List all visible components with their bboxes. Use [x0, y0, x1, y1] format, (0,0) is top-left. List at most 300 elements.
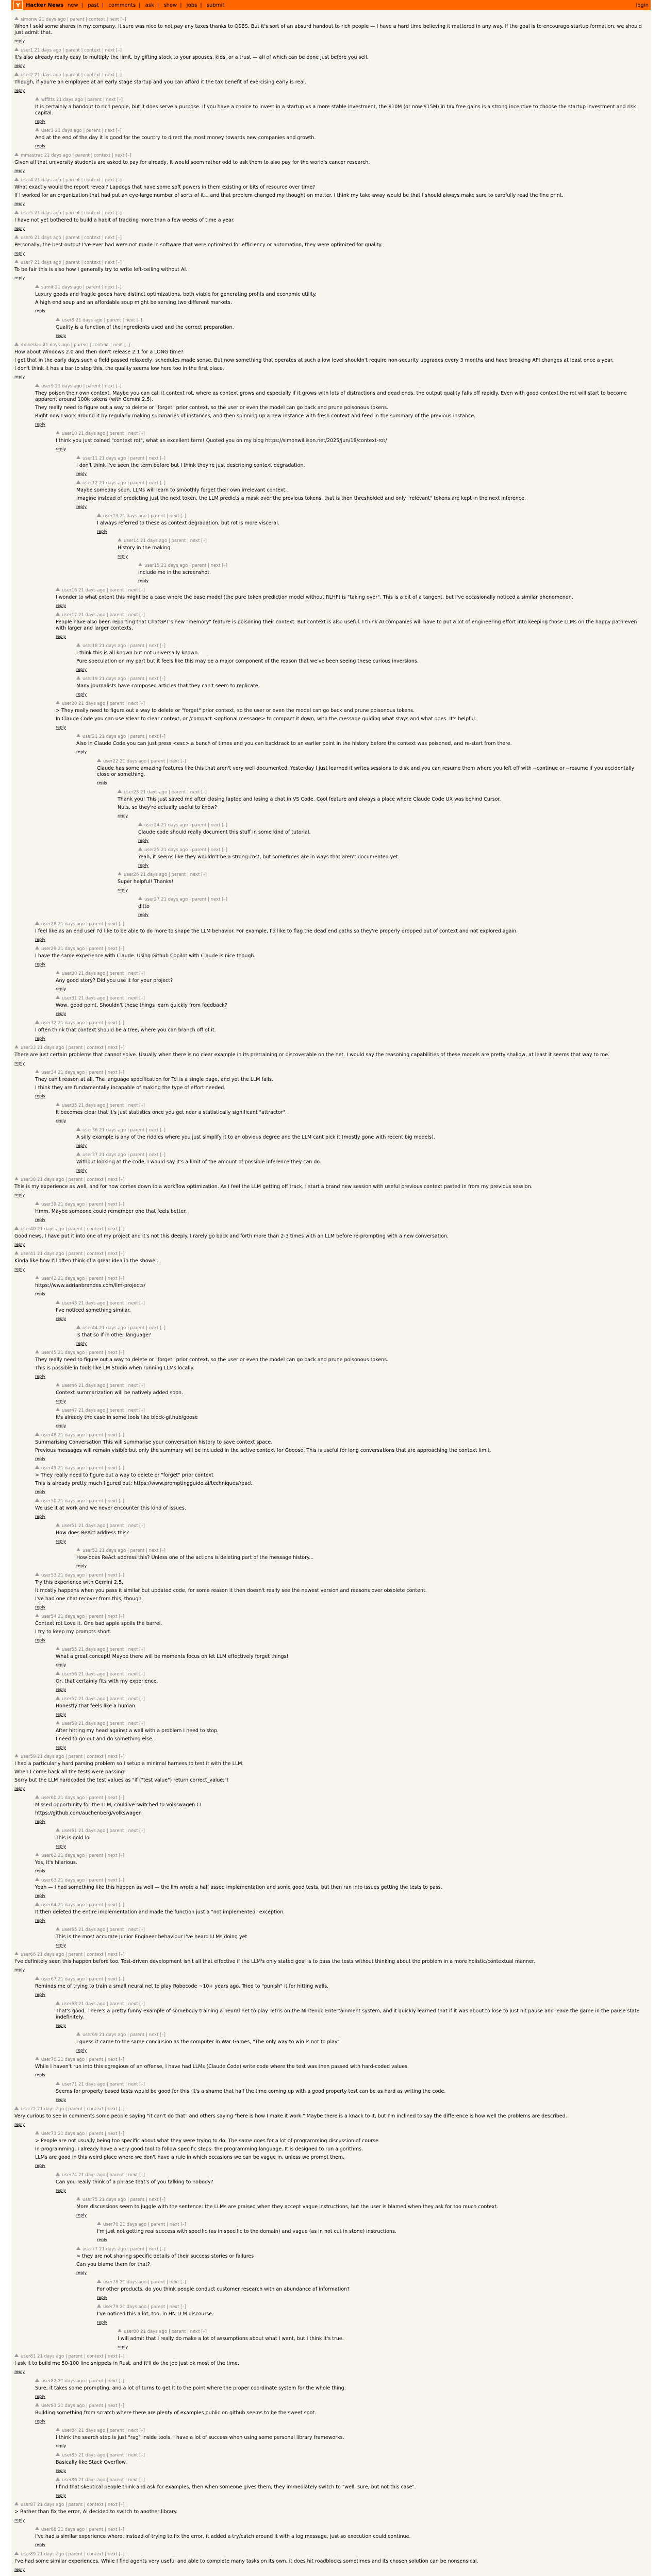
upvote-icon[interactable] — [97, 2304, 101, 2308]
upvote-icon[interactable] — [56, 2001, 60, 2005]
upvote-icon[interactable] — [14, 1952, 19, 1955]
upvote-icon[interactable] — [35, 284, 39, 288]
upvote-icon[interactable] — [76, 480, 80, 484]
comment-age[interactable]: 21 days ago — [58, 1614, 85, 1619]
comment-user[interactable]: user52 — [82, 1548, 98, 1553]
comment-nav-links[interactable]: parent | context | next [–] — [68, 2552, 125, 2557]
reply-link[interactable]: reply — [14, 1061, 25, 1065]
reply-link[interactable]: reply — [56, 1011, 67, 1016]
upvote-icon[interactable] — [118, 2329, 122, 2332]
comment-user[interactable]: user5 — [21, 211, 33, 216]
reply-link[interactable]: reply — [14, 2518, 25, 2522]
reply-link[interactable]: reply — [35, 1514, 46, 1519]
nav-new[interactable]: new — [67, 2, 78, 8]
comment-age[interactable]: 21 days ago — [161, 823, 188, 828]
reply-link[interactable]: reply — [118, 814, 128, 818]
comment-age[interactable]: 21 days ago — [37, 1952, 64, 1957]
comment-user[interactable]: user12 — [82, 481, 98, 486]
comment-user[interactable]: user55 — [62, 1647, 77, 1652]
comment-age[interactable]: 21 days ago — [58, 1070, 85, 1075]
comment-user[interactable]: user37 — [82, 1153, 98, 1158]
comment-user[interactable]: user68 — [62, 2002, 77, 2007]
upvote-icon[interactable] — [14, 16, 19, 20]
comment-nav-links[interactable]: parent | next [–] — [130, 643, 166, 649]
upvote-icon[interactable] — [97, 513, 101, 517]
comment-user[interactable]: user8 — [62, 318, 74, 323]
comment-age[interactable]: 21 days ago — [37, 1177, 64, 1182]
comment-age[interactable]: 21 days ago — [58, 922, 85, 927]
comment-age[interactable]: 21 days ago — [99, 1153, 126, 1158]
upvote-icon[interactable] — [138, 847, 142, 851]
comment-age[interactable]: 21 days ago — [56, 97, 84, 103]
comment-user[interactable]: user29 — [41, 946, 57, 952]
comment-age[interactable]: 21 days ago — [161, 848, 188, 853]
comment-user[interactable]: user89 — [21, 2552, 36, 2557]
upvote-icon[interactable] — [76, 2246, 80, 2250]
comment-nav-links[interactable]: parent | next [–] — [109, 1672, 145, 1677]
nav-comments[interactable]: comments — [108, 2, 136, 8]
upvote-icon[interactable] — [76, 1127, 80, 1131]
comment-nav-links[interactable]: parent | next [–] — [109, 971, 145, 976]
upvote-icon[interactable] — [76, 676, 80, 680]
reply-link[interactable]: reply — [35, 1918, 46, 1923]
comment-nav-links[interactable]: parent | next [–] — [130, 2197, 166, 2202]
comment-user[interactable]: user77 — [82, 2247, 98, 2252]
comment-nav-links[interactable]: parent | next [–] — [86, 384, 122, 389]
comment-age[interactable]: 21 days ago — [78, 1721, 106, 1726]
reply-link[interactable]: reply — [35, 962, 46, 967]
comment-user[interactable]: user15 — [144, 563, 160, 568]
reply-link[interactable]: reply — [56, 1844, 67, 1849]
comment-nav-links[interactable]: parent | next [–] — [109, 2082, 145, 2087]
comment-age[interactable]: 21 days ago — [37, 2502, 64, 2507]
hn-logo-icon[interactable]: Y — [13, 1, 23, 10]
comment-age[interactable]: 21 days ago — [58, 1977, 85, 1982]
comment-age[interactable]: 21 days ago — [99, 643, 126, 649]
upvote-icon[interactable] — [14, 1045, 19, 1048]
upvote-icon[interactable] — [35, 1976, 39, 1980]
comment-user[interactable]: user61 — [62, 1828, 77, 1834]
reply-link[interactable]: reply — [35, 1605, 46, 1609]
comment-user[interactable]: user51 — [62, 1523, 77, 1529]
comment-nav-links[interactable]: parent | next [–] — [109, 613, 145, 618]
upvote-icon[interactable] — [14, 2502, 19, 2505]
reply-link[interactable]: reply — [56, 2493, 67, 2498]
comment-nav-links[interactable]: parent | next [–] — [87, 97, 123, 103]
comment-age[interactable]: 21 days ago — [99, 1128, 126, 1133]
comment-age[interactable]: 21 days ago — [99, 456, 126, 461]
comment-age[interactable]: 21 days ago — [58, 946, 85, 952]
reply-link[interactable]: reply — [56, 1423, 67, 1428]
upvote-icon[interactable] — [56, 971, 60, 974]
reply-link[interactable]: reply — [14, 1242, 25, 1247]
reply-link[interactable]: reply — [138, 579, 149, 583]
comment-age[interactable]: 21 days ago — [58, 1903, 85, 1908]
upvote-icon[interactable] — [14, 72, 19, 76]
reply-link[interactable]: reply — [97, 2238, 108, 2242]
comment-age[interactable]: 21 days ago — [58, 1878, 85, 1883]
upvote-icon[interactable] — [35, 1795, 39, 1799]
comment-age[interactable]: 21 days ago — [55, 285, 82, 290]
upvote-icon[interactable] — [14, 2106, 19, 2110]
upvote-icon[interactable] — [97, 758, 101, 762]
comment-nav-links[interactable]: parent | next [–] — [89, 1614, 124, 1619]
comment-user[interactable]: user82 — [41, 2379, 57, 2384]
comment-age[interactable]: 21 days ago — [42, 343, 70, 348]
comment-nav-links[interactable]: parent | next [–] — [151, 2222, 186, 2227]
comment-user[interactable]: user3 — [41, 128, 54, 133]
comment-age[interactable]: 21 days ago — [39, 17, 66, 22]
comment-user[interactable]: user40 — [21, 1227, 36, 1232]
upvote-icon[interactable] — [97, 2279, 101, 2283]
upvote-icon[interactable] — [35, 128, 39, 131]
comment-age[interactable]: 21 days ago — [78, 1828, 106, 1834]
comment-user[interactable]: user25 — [144, 848, 160, 853]
reply-link[interactable]: reply — [35, 422, 46, 427]
upvote-icon[interactable] — [35, 2378, 39, 2382]
upvote-icon[interactable] — [35, 1614, 39, 1617]
reply-link[interactable]: reply — [35, 1992, 46, 1997]
comment-nav-links[interactable]: parent | next [–] — [130, 1548, 166, 1553]
comment-nav-links[interactable]: parent | next [–] — [89, 946, 124, 952]
comment-nav-links[interactable]: parent | next [–] — [89, 2131, 124, 2137]
reply-link[interactable]: reply — [56, 987, 67, 991]
comment-user[interactable]: user58 — [62, 1721, 77, 1726]
nav-jobs[interactable]: jobs — [186, 2, 197, 8]
comment-age[interactable]: 21 days ago — [34, 48, 61, 53]
upvote-icon[interactable] — [35, 1572, 39, 1576]
comment-user[interactable]: user62 — [41, 1853, 57, 1858]
comment-nav-links[interactable]: parent | next [–] — [86, 285, 122, 290]
comment-user[interactable]: user59 — [21, 1754, 36, 1759]
comment-user[interactable]: user43 — [62, 1301, 77, 1306]
reply-link[interactable]: reply — [97, 2320, 108, 2325]
comment-nav-links[interactable]: parent | next [–] — [130, 456, 166, 461]
comment-age[interactable]: 21 days ago — [55, 128, 82, 133]
comment-user[interactable]: user2 — [21, 73, 33, 78]
reply-link[interactable]: reply — [35, 1217, 46, 1222]
comment-age[interactable]: 21 days ago — [99, 1548, 126, 1553]
upvote-icon[interactable] — [14, 2551, 19, 2555]
comment-nav-links[interactable]: parent | context | next [–] — [68, 1177, 125, 1182]
upvote-icon[interactable] — [138, 563, 142, 566]
comment-user[interactable]: user31 — [62, 996, 77, 1001]
reply-link[interactable]: reply — [138, 912, 149, 917]
comment-nav-links[interactable]: parent | next [–] — [89, 1070, 124, 1075]
reply-link[interactable]: reply — [35, 1869, 46, 1873]
reply-link[interactable]: reply — [76, 504, 87, 509]
comment-nav-links[interactable]: parent | context | next [–] — [74, 343, 130, 348]
upvote-icon[interactable] — [76, 643, 80, 647]
comment-nav-links[interactable]: parent | next [–] — [130, 481, 166, 486]
comment-nav-links[interactable]: parent | next [–] — [109, 2453, 145, 2458]
comment-nav-links[interactable]: parent | context | next [–] — [68, 2502, 125, 2507]
upvote-icon[interactable] — [76, 1548, 80, 1551]
reply-link[interactable]: reply — [35, 144, 46, 148]
comment-user[interactable]: user38 — [21, 1177, 36, 1182]
site-title[interactable]: Hacker News — [26, 2, 63, 8]
upvote-icon[interactable] — [35, 2527, 39, 2530]
comment-age[interactable]: 21 days ago — [37, 1251, 64, 1257]
comment-age[interactable]: 21 days ago — [99, 2032, 126, 2038]
upvote-icon[interactable] — [56, 1103, 60, 1106]
reply-link[interactable]: reply — [56, 1539, 67, 1544]
reply-link[interactable]: reply — [118, 554, 128, 558]
upvote-icon[interactable] — [56, 1408, 60, 1411]
comment-nav-links[interactable]: parent | next [–] — [109, 1103, 145, 1108]
comment-age[interactable]: 21 days ago — [34, 260, 61, 265]
upvote-icon[interactable] — [118, 538, 122, 541]
comment-age[interactable]: 21 days ago — [120, 2280, 147, 2285]
reply-link[interactable]: reply — [14, 1786, 25, 1791]
comment-user[interactable]: user50 — [41, 1499, 57, 1504]
comment-nav-links[interactable]: parent | context | next [–] — [65, 48, 122, 53]
comment-age[interactable]: 21 days ago — [75, 318, 103, 323]
upvote-icon[interactable] — [14, 1177, 19, 1180]
upvote-icon[interactable] — [35, 1020, 39, 1024]
reply-link[interactable]: reply — [14, 168, 25, 173]
reply-link[interactable]: reply — [14, 39, 25, 43]
comment-user[interactable]: user24 — [144, 823, 160, 828]
comment-nav-links[interactable]: parent | next [–] — [109, 1523, 145, 1529]
upvote-icon[interactable] — [76, 1152, 80, 1156]
comment-age[interactable]: 21 days ago — [37, 2107, 64, 2112]
comment-nav-links[interactable]: parent | next [–] — [89, 2403, 124, 2409]
upvote-icon[interactable] — [56, 317, 60, 321]
comment-age[interactable]: 21 days ago — [78, 1103, 106, 1108]
comment-age[interactable]: 21 days ago — [58, 1573, 85, 1578]
comment-age[interactable]: 21 days ago — [34, 211, 61, 216]
upvote-icon[interactable] — [35, 1201, 39, 1205]
comment-user[interactable]: user88 — [41, 2527, 57, 2532]
reply-link[interactable]: reply — [35, 119, 46, 124]
comment-nav-links[interactable]: parent | next [–] — [109, 2002, 145, 2007]
comment-nav-links[interactable]: parent | context | next [–] — [70, 17, 126, 22]
comment-user[interactable]: user70 — [41, 2057, 57, 2062]
login-link[interactable]: login — [636, 2, 649, 8]
reply-link[interactable]: reply — [35, 937, 46, 942]
comment-age[interactable]: 21 days ago — [55, 384, 82, 389]
comment-nav-links[interactable]: parent | context | next [–] — [68, 2107, 125, 2112]
comment-user[interactable]: user75 — [82, 2197, 98, 2202]
reply-link[interactable]: reply — [56, 2444, 67, 2448]
reply-link[interactable]: reply — [76, 1168, 87, 1173]
comment-user[interactable]: user57 — [62, 1697, 77, 1702]
reply-link[interactable]: reply — [14, 88, 25, 93]
comment-user[interactable]: user49 — [41, 1466, 57, 1471]
comment-user[interactable]: user44 — [82, 1326, 98, 1331]
comment-user[interactable]: user13 — [103, 514, 119, 519]
reply-link[interactable]: reply — [56, 447, 67, 451]
comment-user[interactable]: simonw — [21, 17, 38, 22]
comment-nav-links[interactable]: parent | next [–] — [89, 2057, 124, 2062]
comment-user[interactable]: user35 — [62, 1103, 77, 1108]
reply-link[interactable]: reply — [35, 2163, 46, 2168]
comment-nav-links[interactable]: parent | next [–] — [130, 1153, 166, 1158]
reply-link[interactable]: reply — [118, 2345, 128, 2349]
upvote-icon[interactable] — [56, 612, 60, 616]
comment-nav-links[interactable]: parent | next [–] — [151, 2280, 186, 2285]
reply-link[interactable]: reply — [14, 226, 25, 231]
upvote-icon[interactable] — [56, 1721, 60, 1724]
comment-nav-links[interactable]: parent | next [–] — [151, 514, 186, 519]
upvote-icon[interactable] — [56, 2081, 60, 2085]
upvote-icon[interactable] — [56, 2452, 60, 2456]
comment-nav-links[interactable]: parent | next [–] — [192, 897, 227, 902]
reply-link[interactable]: reply — [56, 333, 67, 338]
comment-age[interactable]: 21 days ago — [34, 178, 61, 183]
comment-user[interactable]: user33 — [21, 1045, 36, 1050]
upvote-icon[interactable] — [56, 431, 60, 434]
comment-user[interactable]: user73 — [41, 2131, 57, 2137]
comment-nav-links[interactable]: parent | context | next [–] — [65, 235, 122, 241]
comment-age[interactable]: 21 days ago — [78, 1383, 106, 1388]
upvote-icon[interactable] — [14, 152, 19, 156]
upvote-icon[interactable] — [56, 1523, 60, 1527]
comment-age[interactable]: 21 days ago — [58, 2057, 85, 2062]
reply-link[interactable]: reply — [56, 1687, 67, 1692]
upvote-icon[interactable] — [56, 1696, 60, 1700]
comment-age[interactable]: 21 days ago — [78, 1927, 106, 1933]
upvote-icon[interactable] — [35, 1432, 39, 1436]
reply-link[interactable]: reply — [14, 375, 25, 379]
reply-link[interactable]: reply — [14, 276, 25, 280]
upvote-icon[interactable] — [14, 235, 19, 239]
comment-user[interactable]: user78 — [103, 2280, 119, 2285]
comment-nav-links[interactable]: parent | next [–] — [109, 588, 145, 593]
upvote-icon[interactable] — [118, 872, 122, 875]
reply-link[interactable]: reply — [76, 692, 87, 697]
reply-link[interactable]: reply — [76, 750, 87, 754]
comment-nav-links[interactable]: parent | next [–] — [109, 431, 145, 436]
comment-nav-links[interactable]: parent | context | next [–] — [65, 211, 122, 216]
reply-link[interactable]: reply — [35, 1374, 46, 1379]
comment-nav-links[interactable]: parent | next [–] — [151, 759, 186, 764]
reply-link[interactable]: reply — [35, 2419, 46, 2424]
reply-link[interactable]: reply — [35, 1292, 46, 1296]
comment-age[interactable]: 21 days ago — [78, 2002, 106, 2007]
comment-nav-links[interactable]: parent | next [–] — [130, 1326, 166, 1331]
comment-age[interactable]: 21 days ago — [58, 1795, 85, 1801]
comment-user[interactable]: user39 — [41, 1202, 57, 1207]
comment-age[interactable]: 21 days ago — [78, 996, 106, 1001]
reply-link[interactable]: reply — [56, 1118, 67, 1123]
upvote-icon[interactable] — [14, 1251, 19, 1255]
comment-age[interactable]: 21 days ago — [99, 734, 126, 739]
upvote-icon[interactable] — [56, 1671, 60, 1675]
comment-age[interactable]: 21 days ago — [78, 971, 106, 976]
comment-age[interactable]: 21 days ago — [58, 1853, 85, 1858]
comment-age[interactable]: 21 days ago — [120, 759, 147, 764]
comment-user[interactable]: user11 — [82, 456, 98, 461]
comment-age[interactable]: 21 days ago — [78, 701, 106, 706]
comment-age[interactable]: 21 days ago — [161, 897, 188, 902]
upvote-icon[interactable] — [35, 1498, 39, 1502]
comment-nav-links[interactable]: parent | next [–] — [192, 563, 227, 568]
upvote-icon[interactable] — [14, 177, 19, 181]
comment-nav-links[interactable]: parent | context | next [–] — [65, 260, 122, 265]
comment-user[interactable]: user83 — [41, 2403, 57, 2409]
comment-user[interactable]: user34 — [41, 1070, 57, 1075]
upvote-icon[interactable] — [35, 1902, 39, 1906]
comment-nav-links[interactable]: parent | next [–] — [109, 1383, 145, 1388]
comment-nav-links[interactable]: parent | next [–] — [171, 538, 207, 544]
comment-nav-links[interactable]: parent | next [–] — [109, 1301, 145, 1306]
comment-user[interactable]: user64 — [41, 1903, 57, 1908]
reply-link[interactable]: reply — [35, 1456, 46, 1461]
upvote-icon[interactable] — [76, 734, 80, 737]
comment-age[interactable]: 21 days ago — [37, 2354, 64, 2359]
upvote-icon[interactable] — [14, 260, 19, 263]
reply-link[interactable]: reply — [14, 2122, 25, 2127]
reply-link[interactable]: reply — [14, 2369, 25, 2374]
reply-link[interactable]: reply — [14, 1193, 25, 1197]
comment-nav-links[interactable]: parent | next [–] — [109, 1828, 145, 1834]
comment-user[interactable]: user47 — [62, 1408, 77, 1413]
comment-age[interactable]: 21 days ago — [58, 1499, 85, 1504]
reply-link[interactable]: reply — [35, 1638, 46, 1642]
comment-age[interactable]: 21 days ago — [44, 153, 71, 158]
comment-nav-links[interactable]: parent | next [–] — [109, 1408, 145, 1413]
comment-age[interactable]: 21 days ago — [37, 1227, 64, 1232]
comment-nav-links[interactable]: parent | context | next [–] — [68, 1754, 125, 1759]
comment-age[interactable]: 21 days ago — [120, 2222, 147, 2227]
upvote-icon[interactable] — [14, 342, 19, 346]
reply-link[interactable]: reply — [35, 1036, 46, 1041]
reply-link[interactable]: reply — [76, 1143, 87, 1148]
comment-user[interactable]: user66 — [21, 1952, 36, 1957]
upvote-icon[interactable] — [56, 995, 60, 999]
comment-user[interactable]: user22 — [103, 759, 119, 764]
nav-past[interactable]: past — [88, 2, 99, 8]
comment-age[interactable]: 21 days ago — [58, 1350, 85, 1355]
upvote-icon[interactable] — [35, 1465, 39, 1469]
comment-user[interactable]: user74 — [62, 2173, 77, 2178]
comment-age[interactable]: 21 days ago — [161, 563, 188, 568]
comment-user[interactable]: user4 — [21, 178, 33, 183]
upvote-icon[interactable] — [35, 1070, 39, 1073]
comment-age[interactable]: 21 days ago — [99, 1326, 126, 1331]
upvote-icon[interactable] — [138, 822, 142, 826]
comment-user[interactable]: user79 — [103, 2304, 119, 2310]
upvote-icon[interactable] — [56, 701, 60, 704]
comment-user[interactable]: user17 — [62, 613, 77, 618]
reply-link[interactable]: reply — [138, 838, 149, 843]
comment-nav-links[interactable]: parent | context | next [–] — [75, 153, 131, 158]
comment-age[interactable]: 21 days ago — [78, 2173, 106, 2178]
comment-nav-links[interactable]: parent | context | next [–] — [68, 1045, 125, 1050]
comment-user[interactable]: user46 — [62, 1383, 77, 1388]
comment-age[interactable]: 21 days ago — [58, 2131, 85, 2137]
upvote-icon[interactable] — [14, 210, 19, 214]
upvote-icon[interactable] — [76, 2197, 80, 2200]
comment-nav-links[interactable]: parent | next [–] — [109, 1721, 145, 1726]
upvote-icon[interactable] — [14, 1754, 19, 1757]
comment-nav-links[interactable]: parent | next [–] — [109, 1647, 145, 1652]
upvote-icon[interactable] — [56, 2428, 60, 2431]
comment-age[interactable]: 21 days ago — [120, 2304, 147, 2310]
comment-user[interactable]: user14 — [124, 538, 139, 544]
reply-link[interactable]: reply — [56, 634, 67, 639]
reply-link[interactable]: reply — [97, 2295, 108, 2300]
comment-user[interactable]: user87 — [21, 2502, 36, 2507]
comment-nav-links[interactable]: parent | context | next [–] — [68, 1251, 125, 1257]
reply-link[interactable]: reply — [76, 2213, 87, 2217]
comment-user[interactable]: user32 — [41, 1021, 57, 1026]
reply-link[interactable]: reply — [35, 1819, 46, 1824]
comment-age[interactable]: 21 days ago — [78, 1672, 106, 1677]
reply-link[interactable]: reply — [76, 1341, 87, 1346]
